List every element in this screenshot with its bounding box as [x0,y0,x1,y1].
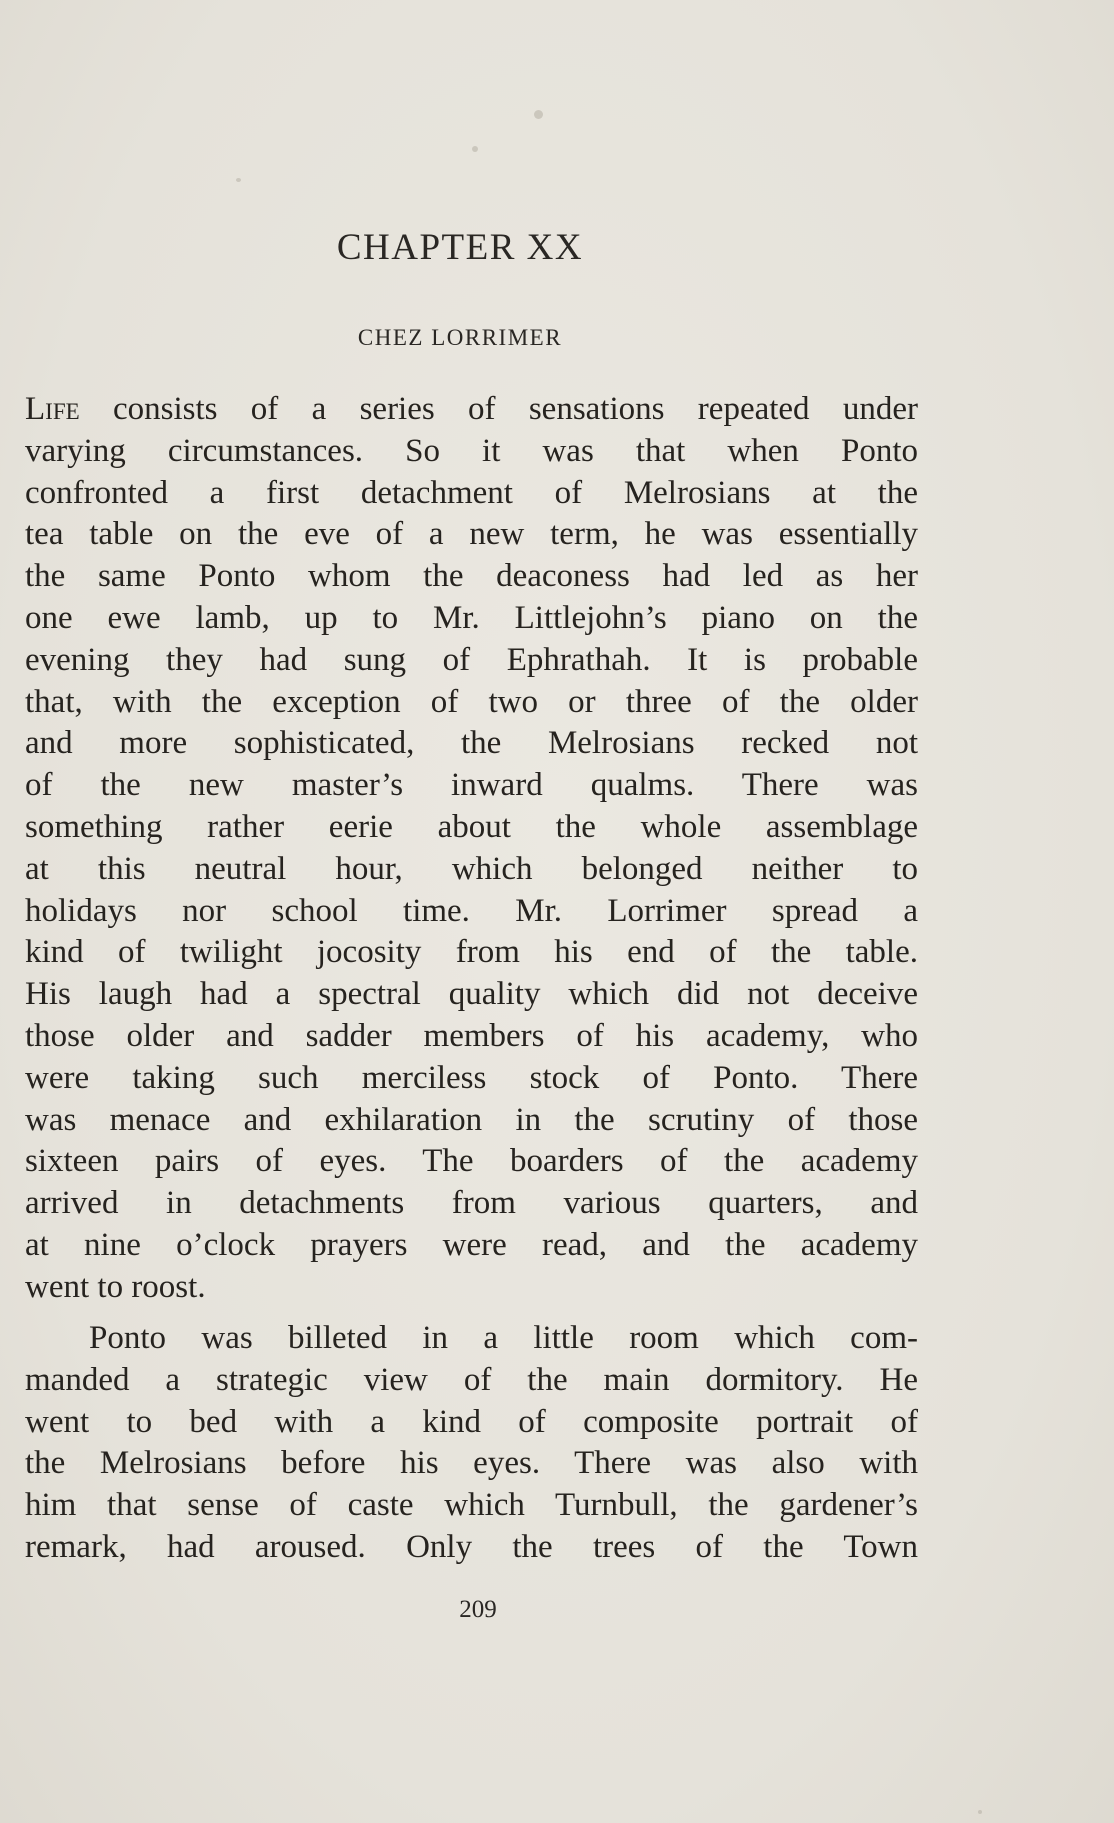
text-line: at nine o’clock prayers were read, and the academy [25,1226,918,1263]
text-line: tea table on the eve of a new term, he was essentially [25,516,918,553]
text-line: him that sense of caste which Turnbull, the gardener’s [25,1487,918,1524]
paper-speck [472,146,478,152]
text-line: at this neutral hour, which belonged neither to [25,850,918,887]
text-line: manded a strategic view of the main dormitory. He [25,1361,918,1398]
text-line: the Melrosians before his eyes. There was also with [25,1445,918,1482]
text-line: and more sophisticated, the Melrosians recked not [25,725,918,762]
text-line: went to bed with a kind of composite portrait of [25,1403,918,1440]
text-line: those older and sadder members of his academy, who [25,1017,918,1054]
text-line: arrived in detachments from various quarters, and [25,1185,918,1222]
text-line: Life consists of a series of sensations repeated under [25,391,918,427]
lead-word: Life [25,391,80,427]
text-line: that, with the exception of two or three of the older [25,683,918,720]
text-line: varying circumstances. So it was that when Ponto [25,432,918,469]
text-line: Ponto was billeted in a little room which com- [89,1320,918,1356]
text-line: confronted a first detachment of Melrosians at the [25,474,918,511]
text-line: something rather eerie about the whole assemblage [25,808,918,845]
text-line: remark, had aroused. Only the trees of the Town [25,1528,918,1565]
paragraph-1 [25,389,918,1309]
text-line: sixteen pairs of eyes. The boarders of the academy [25,1143,918,1180]
page-number: 209 [459,1596,497,1623]
text-line: His laugh had a spectral quality which did not deceive [25,976,918,1013]
text-line: were taking such merciless stock of Ponto. There [25,1059,918,1096]
paper-speck [534,110,543,119]
paper-speck [236,178,241,182]
paper-speck [978,1810,982,1814]
text-line: holidays nor school time. Mr. Lorrimer spread a [25,892,918,929]
text-line: was menace and exhilaration in the scrutiny of those [25,1101,918,1138]
text-line: evening they had sung of Ephrathah. It is probable [25,641,918,678]
chapter-subtitle: CHEZ LORRIMER [357,325,563,350]
text-line: the same Ponto whom the deaconess had led as her [25,558,918,595]
text-line: went to roost. [25,1268,206,1305]
paragraph-2 [25,1318,918,1569]
text-line: one ewe lamb, up to Mr. Littlejohn’s piano on the [25,599,918,636]
chapter-title: CHAPTER XX [336,227,584,268]
text-line: kind of twilight jocosity from his end of the table. [25,934,918,971]
text-line: of the new master’s inward qualms. There was [25,767,918,804]
